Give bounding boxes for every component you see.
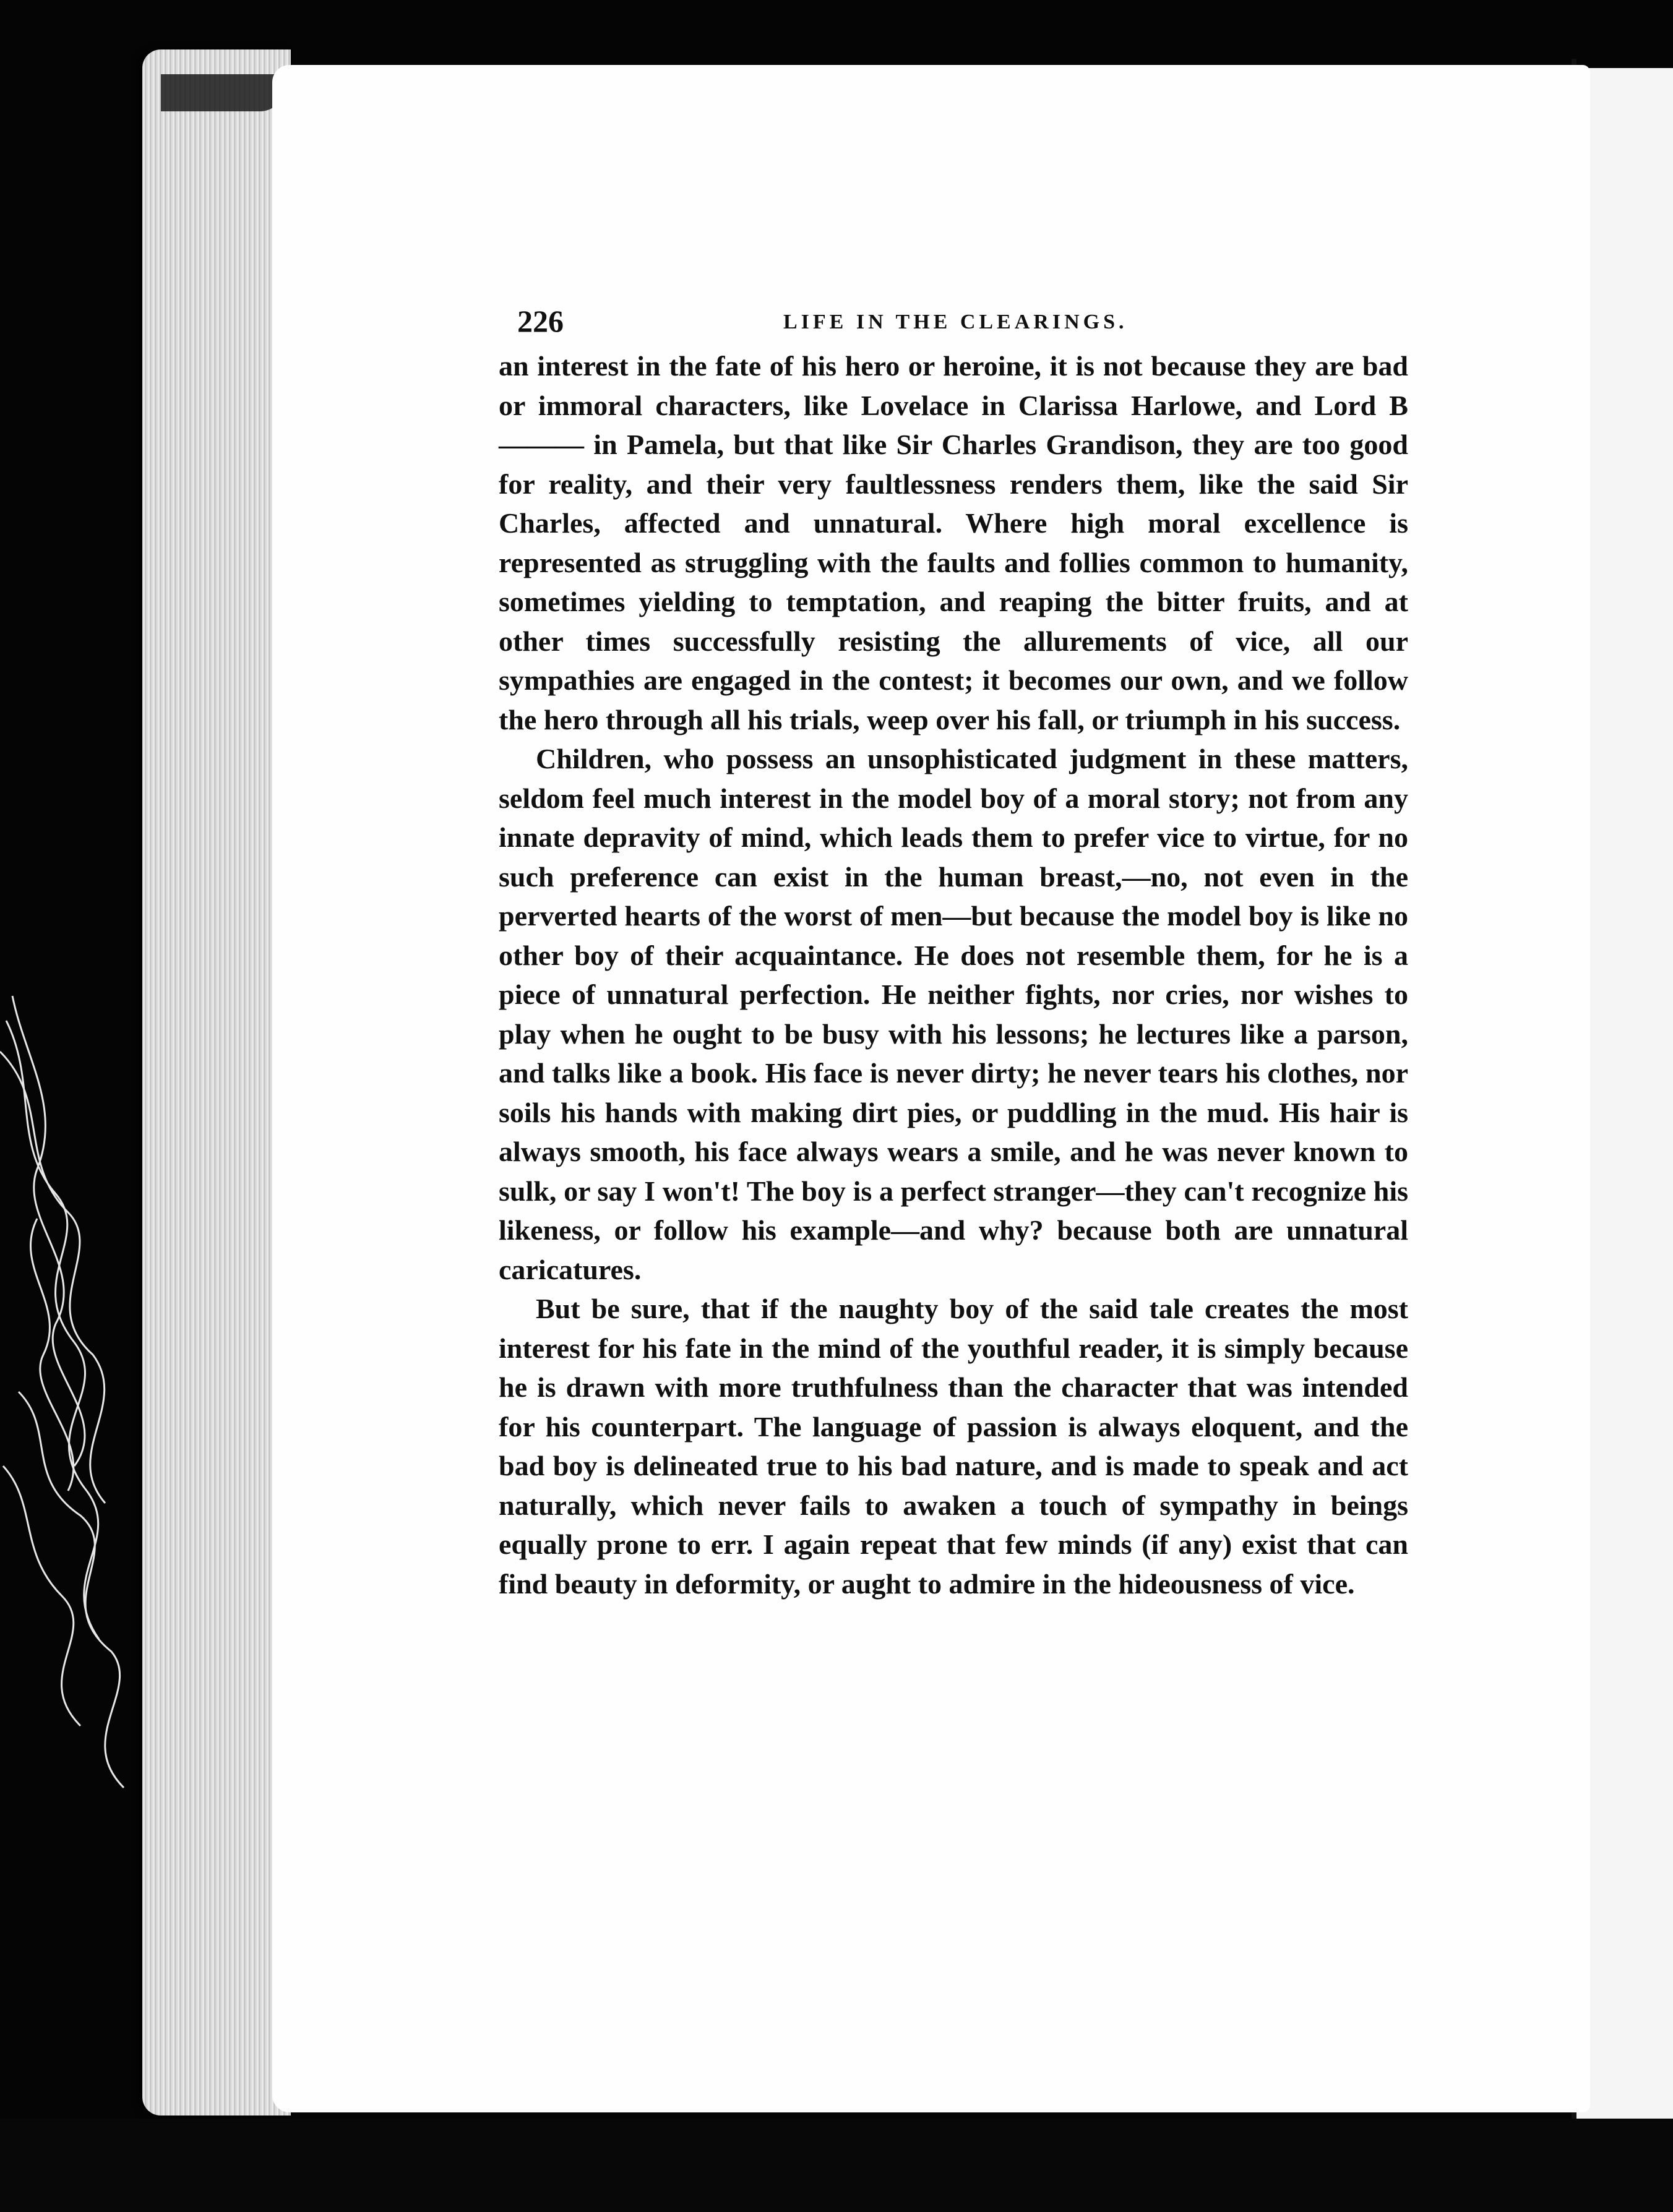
scan-background-bottom — [0, 2119, 1673, 2212]
loose-thread-image — [0, 959, 148, 1887]
book-edge-shadow — [161, 74, 285, 111]
page-text-block — [499, 303, 1408, 1603]
facing-page-strip — [1576, 68, 1673, 2122]
paragraph-1: an interest in the fate of his hero or heroine, it is not because they are bad or immoral characters, like Lovelace in Clarissa Harlowe, and Lord B——— in Pamela, but that like Sir Charles Grandison, they are too good for reality, and their very faultlessness renders them, like the said Sir Charles, affected and unnatural. Where high moral excellence is represented as struggling with the faults and follies common to humanity, sometimes yielding to temptation, and reaping the bitter fruits, and at other times successfully resisting the allurements of vice, all our sympathies are engaged in the contest; it becomes our own, and we follow the hero through all his trials, weep over his fall, or triumph in his success. — [499, 350, 1408, 735]
paragraph-3: But be sure, that if the naughty boy of the said tale creates the most interest for his fate in the mind of the youthful reader, it is simply because he is drawn with more truthfulness than the character that was intended for his counterpart. The language of passion is always eloquent, and the bad boy is delineated true to his bad nature, and is made to speak and act naturally, which never fails to awaken a touch of sympathy in beings equally prone to err. I again repeat that few minds (if any) exist that can find beauty in deformity, or aught to admire in the hideousness of vice. — [499, 1293, 1408, 1600]
running-head — [499, 303, 1408, 346]
running-title: LIFE IN THE CLEARINGS. — [783, 311, 1128, 333]
paragraph-2: Children, who possess an unsophisticated judgment in these matters, seldom feel much interest in the model boy of a moral story; not from any innate depravity of mind, which leads them to prefer vice to virtue, for no such preference can exist in the human breast,—no, not even in the perverted hearts of the worst of men—but because the model boy is like no other boy of their acquaintance. He does not resemble them, for he is a piece of unnatural perfection. He neither fights, nor cries, nor wishes to play when he ought to be busy with his lessons; he lectures like a parson, and talks like a book. His face is never dirty; he never tears his clothes, nor soils his hands with making dirt pies, or puddling in the mud. His hair is always smooth, his face always wears a smile, and he was never known to sulk, or say I won't! The boy is a perfect stranger—they can't recognize his likeness, or follow his example—and why? because both are unnatural caricatures. — [499, 743, 1408, 1285]
page-number: 226 — [517, 304, 564, 338]
book-page-edges — [142, 49, 291, 2116]
